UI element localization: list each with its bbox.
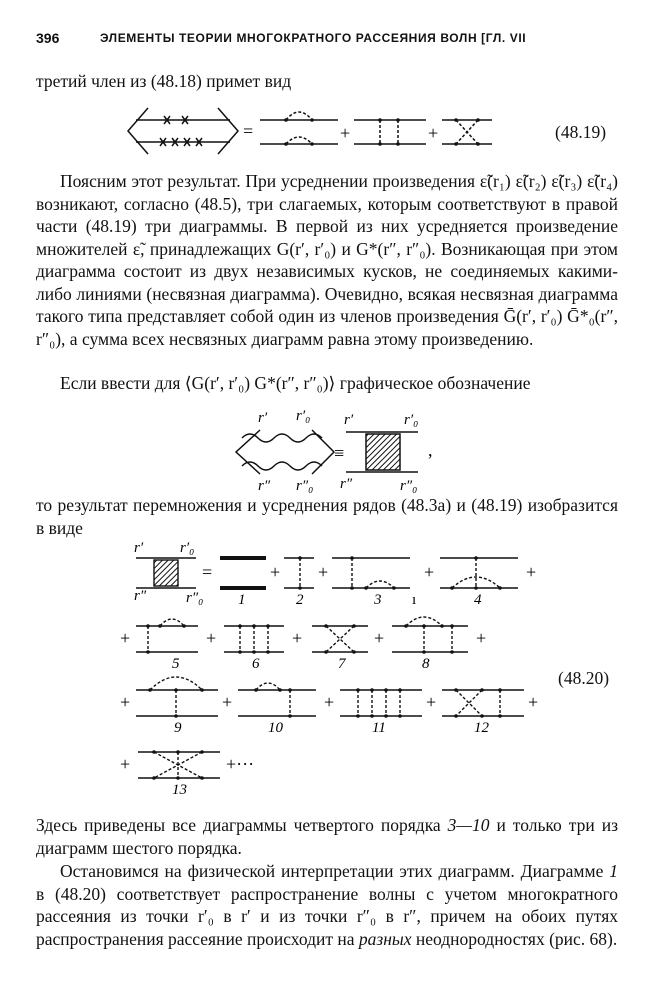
notation-r2-right: r″	[340, 476, 353, 492]
equation-number-48-20: (48.20)	[558, 668, 610, 688]
diagram-number-8: 8	[422, 656, 430, 672]
paragraph-interpretation	[36, 860, 618, 950]
eq20-r02: r″₀	[186, 590, 204, 606]
right-angle-bracket	[218, 108, 238, 154]
eq20-plus-r3-3: +	[324, 692, 335, 712]
notation-r2-left: r″	[258, 478, 271, 494]
eq20-plus-r1-3: +	[424, 562, 435, 582]
diagram-number-6: 6	[252, 656, 260, 672]
eq19-plus-2: +	[428, 123, 439, 143]
equation-number-48-19: (48.19)	[555, 122, 607, 142]
eq20-plus-r1-1: +	[270, 562, 281, 582]
eq20-plus-r1-2: +	[318, 562, 329, 582]
eq20-plus-r2-2: +	[206, 628, 217, 648]
diagram-number-7: 7	[338, 656, 346, 672]
notation-r02-right: r″₀	[400, 478, 418, 494]
eq20-equals: =	[202, 562, 213, 582]
paragraph-result: то результат перемножения и усреднения рядов (48.3а) и (48.19) изобразится в виде	[36, 495, 618, 538]
notation-comma: ,	[428, 440, 433, 460]
notation-r01-left: r′₀	[296, 408, 311, 424]
diagram-3-tick: ı	[412, 592, 417, 608]
eq19-plus-1: +	[340, 123, 351, 143]
eq20-plus-r3-5: +	[528, 692, 539, 712]
running-title: ЭЛЕМЕНТЫ ТЕОРИИ МНОГОКРАТНОГО РАССЕЯНИЯ ВОЛН [ГЛ. VII	[100, 31, 527, 45]
diagram-number-3: 3	[374, 592, 382, 608]
equation-48-19-diagram	[120, 102, 500, 160]
notation-diagram	[228, 404, 448, 494]
notation-r01-right: r′₀	[404, 412, 419, 428]
diagram-number-1: 1	[238, 592, 246, 608]
eq20-plus-r4-1: +	[120, 754, 131, 774]
eq20-plus-r2-4: +	[374, 628, 385, 648]
interp-text-a: Остановимся на физической интерпретации этих диаграмм. Диаграмме	[60, 861, 610, 881]
summary-text-c: и только три из диаграмм шестого порядка.	[36, 815, 618, 858]
eq20-plus-r3-2: +	[222, 692, 233, 712]
diagram-number-5: 5	[172, 656, 180, 672]
paragraph-summary	[36, 814, 618, 859]
eq20-plus-r3-1: +	[120, 692, 131, 712]
eq20-plus-r2-1: +	[120, 628, 131, 648]
equation-48-20-diagram	[116, 538, 556, 800]
eq20-plus-r1-4: +	[526, 562, 537, 582]
eq20-r2: r″	[134, 588, 147, 604]
eq19-equals: =	[243, 121, 254, 141]
diagram-number-12: 12	[474, 720, 489, 736]
diagram-number-4: 4	[474, 592, 482, 608]
diagram-number-13: 13	[172, 782, 187, 798]
intro-line: третий член из (48.18) примет вид	[36, 71, 292, 91]
eq20-plus-r2-5: +	[476, 628, 487, 648]
summary-range: 3—10	[447, 815, 490, 835]
paragraph-explanation: Поясним этот результат. При усреднении произведения ε̃(r₁) ε̃(r₂) ε̃(r₃) ε̃(r₄) возникают, согласно (48.5), три слагаемых, которым соответствуют в правой части (48.19) три диаграммы. В первой из них усредняется произведение множителей ε̃, принадлежащих G(r′, r′₀) и G*(r″, r″₀). Возникающая при этом диаграмма состоит из двух независимых кусков, не соединяемых какими-либо линиями (несвязная диаграмма). Очевидно, всякая несвязная диаграмма такого типа представляет собой один из членов произведения Ḡ(r′, r′₀) Ḡ*₀(r″, r″₀), а сумма всех несвязных диаграмм равна этому произведению.	[36, 171, 618, 349]
eq20-plus-r3-4: +	[426, 692, 437, 712]
paragraph-notation: Если ввести для ⟨G(r′, r′₀) G*(r″, r″₀)⟩ графическое обозначение	[60, 373, 531, 393]
left-angle-bracket	[128, 108, 148, 154]
interp-text-e: неоднородностях (рис. 68).	[411, 928, 618, 949]
page-number: 396	[36, 30, 60, 46]
eq20-plus-r2-3: +	[292, 628, 303, 648]
interp-text-c: в (48.20) соответствует распространение волны с учетом многократного рассеяния из точки r′₀ в r′ и из точки r″₀ в r″, причем на обоих путях распространения рассеяние происходит на	[36, 883, 618, 949]
diagram-number-2: 2	[296, 592, 304, 608]
summary-text-a: Здесь приведены все диаграммы четвертого порядка	[36, 815, 448, 835]
interp-emphasis: разных	[358, 928, 412, 949]
eq20-ellipsis: +···	[226, 754, 255, 774]
interp-diagram-ref: 1	[609, 861, 618, 881]
diagram-number-11: 11	[372, 720, 386, 736]
eq20-r1: r′	[134, 540, 144, 556]
eq20-r01: r′₀	[180, 540, 195, 556]
notation-identity: ≡	[334, 443, 345, 463]
running-header	[36, 30, 616, 52]
notation-r1-right: r′	[344, 412, 354, 428]
diagram-number-10: 10	[268, 720, 283, 736]
notation-r1-left: r′	[258, 410, 268, 426]
diagram-number-9: 9	[174, 720, 182, 736]
notation-r02-left: r″₀	[296, 478, 314, 494]
